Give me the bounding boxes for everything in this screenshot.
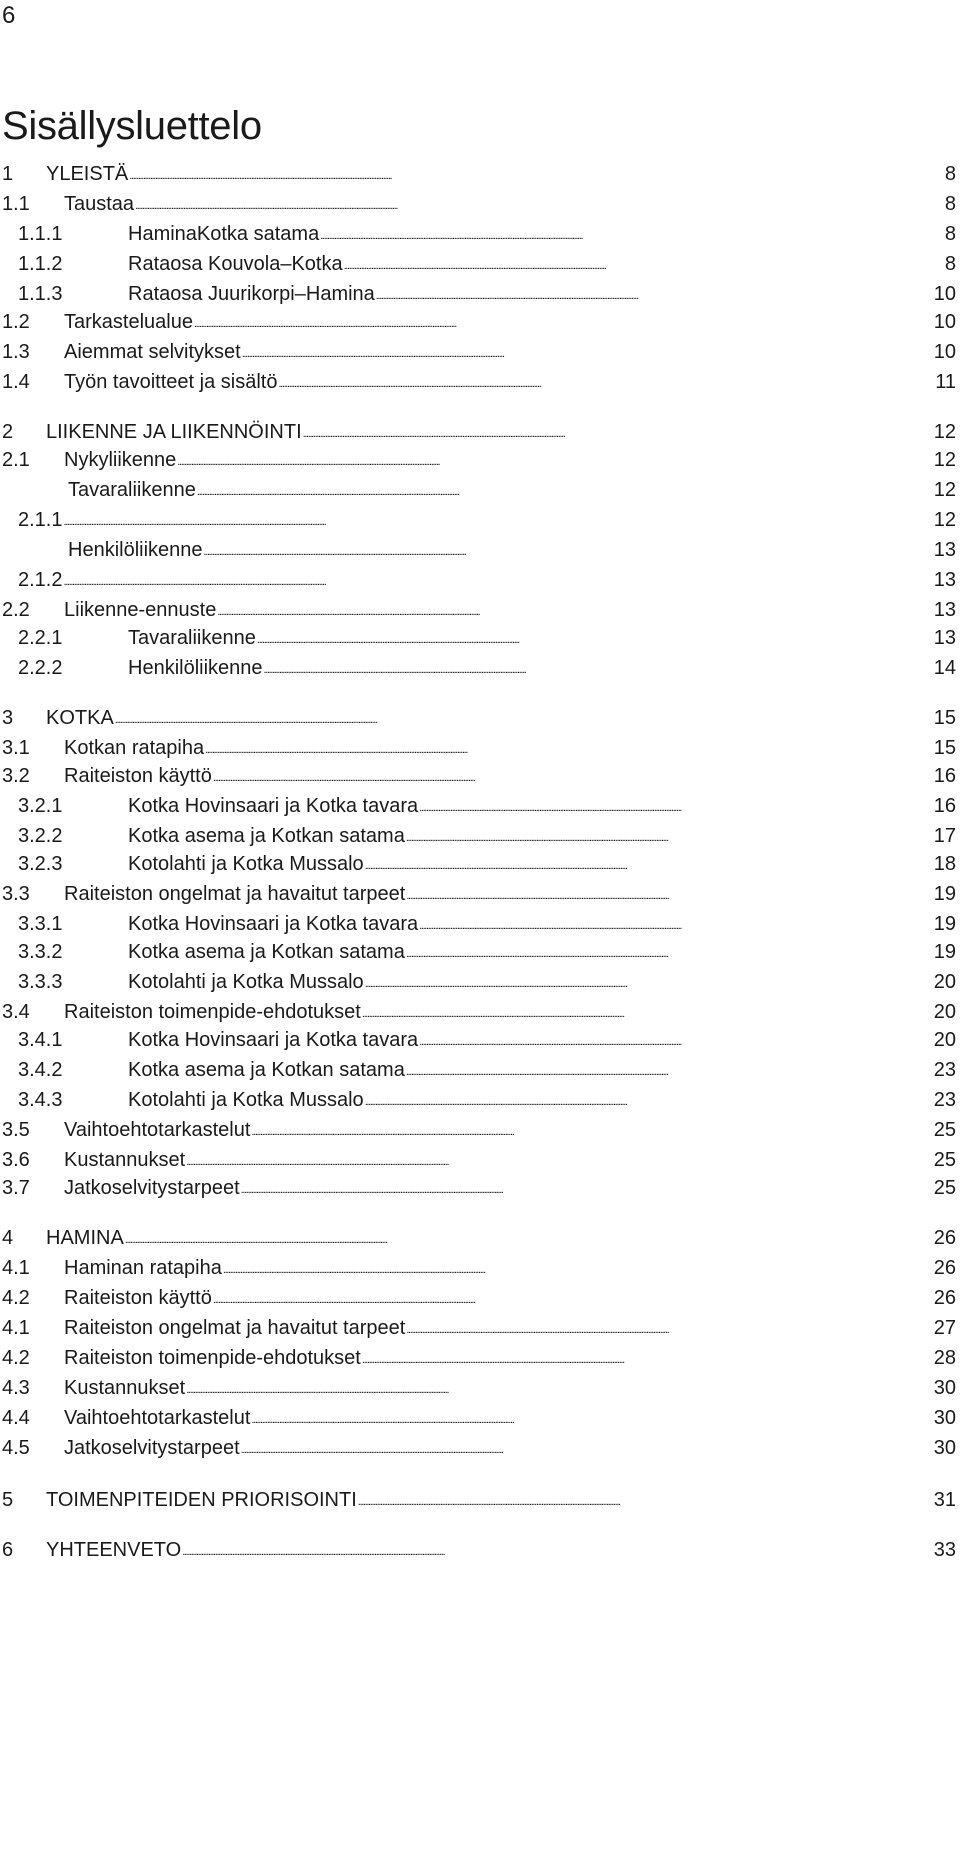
toc-entry[interactable] [2,1532,956,1562]
toc-entry[interactable] [2,1370,956,1400]
toc-entry-number: 2 [2,421,14,443]
toc-entry-title: Vaihtoehtotarkastelut [64,1119,251,1141]
toc-entry-number: 1.1 [2,193,30,215]
toc-entry-number: 2.2.2 [18,657,63,679]
toc-entry[interactable] [18,620,956,650]
toc-entry-number: 1.3 [2,341,30,363]
toc-leader-dots [241,1440,933,1460]
toc-entry-number: 3.2.3 [18,853,63,875]
toc-entry-title: Liikenne-ennuste [64,599,217,621]
toc-entry[interactable] [2,700,956,730]
toc-entry[interactable] [2,1280,956,1310]
toc-entry-page: 20 [933,971,956,993]
toc-entry-title: Kustannukset [64,1149,186,1171]
toc-entry-title: Kotka asema ja Kotkan satama [128,1059,405,1081]
toc-title: Sisällysluettelo [2,104,262,148]
toc-entry-page: 27 [933,1317,956,1339]
toc-entry[interactable] [18,1052,956,1082]
toc-entry-number: 4.3 [2,1377,30,1399]
toc-entry-title: HaminaKotka satama [128,223,320,245]
toc-entry-title: Vaihtoehtotarkastelut [64,1407,251,1429]
toc-entry-page: 12 [933,509,956,531]
toc-entry-title: Rataosa Juurikorpi–Hamina [128,283,375,305]
toc-entry-number: 3.5 [2,1119,30,1141]
toc-entry-page: 14 [933,657,956,679]
toc-leader-dots [344,256,944,276]
toc-entry-number: 3.3.3 [18,971,63,993]
toc-leader-dots [223,1260,933,1280]
toc-leader-dots [135,196,944,216]
toc-entry-page: 13 [933,539,956,561]
toc-entry-page: 15 [933,737,956,759]
toc-entry[interactable] [2,592,956,622]
toc-leader-dots [358,1492,933,1512]
toc-entry-page: 10 [933,311,956,333]
toc-entry-page: 15 [933,707,956,729]
toc-entry-title: LIIKENNE JA LIIKENNÖINTI [46,421,302,443]
toc-entry[interactable] [2,758,956,788]
toc-entry-title: Nykyliikenne [64,449,177,471]
toc-entry-page: 17 [933,825,956,847]
toc-entry-number: 4.2 [2,1347,30,1369]
toc-entry-number: 3 [2,707,14,729]
toc-entry[interactable] [2,1340,956,1370]
toc-entry-title: Jatkoselvitystarpeet [64,1177,240,1199]
toc-leader-dots [406,886,932,906]
toc-leader-dots [406,1062,933,1082]
toc-entry-number: 1.2 [2,311,30,333]
toc-entry-number: 1.1.1 [18,223,63,245]
toc-entry-number: 3.2.2 [18,825,63,847]
toc-entry-number: 3.2.1 [18,795,63,817]
toc-leader-dots [125,1230,933,1250]
toc-entry-number: 4.4 [2,1407,30,1429]
toc-entry-title: Rataosa Kouvola–Kotka [128,253,343,275]
page-number: 6 [2,2,16,29]
toc-entry-title: Työn tavoitteet ja sisältö [64,371,278,393]
toc-entry-page: 16 [933,795,956,817]
toc-entry-title: Raiteiston toimenpide-ehdotukset [64,1347,361,1369]
toc-entry-page: 19 [933,913,956,935]
toc-entry-number: 1.1.3 [18,283,63,305]
toc-entry-page: 23 [933,1059,956,1081]
toc-leader-dots [257,630,933,650]
toc-entry-title: Jatkoselvitystarpeet [64,1437,240,1459]
toc-entry-title: Raiteiston ongelmat ja havaitut tarpeet [64,1317,406,1339]
toc-leader-dots [204,542,933,562]
toc-entry-number: 2.1 [2,449,30,471]
toc-entry-page: 30 [933,1437,956,1459]
toc-entry[interactable] [2,414,956,444]
toc-entry-title: KOTKA [46,707,114,729]
toc-entry-title: Kotka Hovinsaari ja Kotka tavara [128,913,419,935]
toc-entry-page: 10 [933,283,956,305]
toc-entry[interactable] [18,1082,956,1112]
toc-entry-page: 11 [935,371,956,393]
toc-entry-number: 3.4 [2,1001,30,1023]
toc-entry-title: 2.1.1 [18,509,63,531]
toc-entry-title: YLEISTÄ [46,163,129,185]
toc-leader-dots [419,798,933,818]
toc-entry[interactable] [2,1482,956,1512]
toc-entry-page: 19 [933,883,956,905]
toc-entry[interactable] [18,906,956,936]
toc-entry[interactable] [2,334,956,364]
toc-entry-title: Kotka asema ja Kotkan satama [128,825,405,847]
toc-leader-dots [365,856,933,876]
toc-entry[interactable] [2,156,956,186]
toc-leader-dots [63,512,932,532]
toc-entry-number: 1.1.2 [18,253,63,275]
toc-entry-number: 5 [2,1489,14,1511]
toc-leader-dots [365,1092,933,1112]
toc-entry-title: Tavaraliikenne [128,627,256,649]
toc-entry[interactable] [2,364,956,394]
toc-entry[interactable] [2,1400,956,1430]
toc-entry-page: 13 [933,599,956,621]
toc-entry[interactable] [2,1112,956,1142]
toc-entry-number: 3.4.3 [18,1089,63,1111]
toc-entry[interactable] [2,1170,956,1200]
toc-leader-dots [186,1152,933,1172]
toc-entry-page: 10 [933,341,956,363]
toc-entry[interactable] [18,562,956,592]
toc-entry-page: 12 [933,449,956,471]
toc-entry-title: Kotolahti ja Kotka Mussalo [128,1089,364,1111]
toc-entry-number: 1 [2,163,14,185]
toc-leader-dots [365,974,933,994]
toc-leader-dots [362,1004,933,1024]
toc-entry-page: 16 [933,765,956,787]
toc-entry[interactable] [18,964,956,994]
toc-entry-number: 3.3.1 [18,913,63,935]
toc-entry-page: 30 [933,1407,956,1429]
toc-entry-page: 8 [944,163,956,185]
toc-entry[interactable] [2,876,956,906]
toc-entry-page: 8 [944,193,956,215]
toc-entry[interactable] [2,186,956,216]
toc-leader-dots [182,1542,933,1562]
toc-entry[interactable] [2,1220,956,1250]
toc-entry-page: 28 [933,1347,956,1369]
toc-entry-title: 2.1.2 [18,569,63,591]
toc-entry-number: 2.2 [2,599,30,621]
toc-leader-dots [406,1320,932,1340]
toc-entry[interactable] [18,1022,956,1052]
toc-leader-dots [213,768,933,788]
toc-leader-dots [129,166,944,186]
toc-entry-number: 4 [2,1227,14,1249]
toc-entry-page: 31 [933,1489,956,1511]
toc-entry[interactable] [18,934,956,964]
toc-entry-page: 26 [933,1287,956,1309]
toc-entry-title: Raiteiston käyttö [64,765,212,787]
toc-entry-number: 3.1 [2,737,30,759]
toc-entry-page: 12 [933,421,956,443]
toc-leader-dots [63,572,932,592]
toc-entry-page: 18 [933,853,956,875]
toc-entry[interactable] [2,304,956,334]
toc-entry-title: Tavaraliikenne [68,479,196,501]
toc-entry-title: Kotolahti ja Kotka Mussalo [128,853,364,875]
toc-entry-page: 8 [944,253,956,275]
toc-entry-page: 12 [933,479,956,501]
toc-leader-dots [213,1290,933,1310]
toc-leader-dots [376,286,933,306]
toc-entry-title: YHTEENVETO [46,1539,182,1561]
toc-leader-dots [194,314,933,334]
toc-entry-title: Haminan ratapiha [64,1257,222,1279]
toc-entry-number: 3.3 [2,883,30,905]
toc-entry[interactable] [18,216,956,246]
toc-entry-page: 25 [933,1177,956,1199]
toc-entry[interactable] [2,1250,956,1280]
toc-entry[interactable] [2,1310,956,1340]
toc-entry-title: Raiteiston ongelmat ja havaitut tarpeet [64,883,406,905]
toc-entry-title: Henkilöliikenne [68,539,203,561]
toc-entry-page: 30 [933,1377,956,1399]
toc-entry-title: Henkilöliikenne [128,657,263,679]
toc-entry-title: Aiemmat selvitykset [64,341,241,363]
toc-entry-number: 4.5 [2,1437,30,1459]
toc-entry-number: 2.2.1 [18,627,63,649]
toc-leader-dots [251,1122,932,1142]
toc-entry[interactable] [2,442,956,472]
toc-entry-page: 20 [933,1001,956,1023]
toc-entry-title: Raiteiston käyttö [64,1287,212,1309]
toc-entry-page: 25 [933,1119,956,1141]
toc-entry-number: 4.2 [2,1287,30,1309]
toc-leader-dots [303,424,933,444]
toc-leader-dots [205,740,933,760]
toc-entry-title: Kotka asema ja Kotkan satama [128,941,405,963]
toc-entry-page: 13 [933,569,956,591]
toc-entry-number: 4.1 [2,1257,30,1279]
toc-entry[interactable] [2,1430,956,1460]
toc-entry-number: 3.4.2 [18,1059,63,1081]
toc-leader-dots [186,1380,933,1400]
toc-leader-dots [419,916,933,936]
toc-entry-page: 20 [933,1029,956,1051]
toc-entry[interactable] [2,994,956,1024]
toc-entry-title: Kotkan ratapiha [64,737,205,759]
toc-entry-page: 26 [933,1257,956,1279]
toc-entry-page: 25 [933,1149,956,1171]
toc-entry[interactable] [68,472,956,502]
toc-entry-number: 3.6 [2,1149,30,1171]
toc-leader-dots [197,482,933,502]
toc-leader-dots [406,828,933,848]
toc-entry[interactable] [18,788,956,818]
toc-leader-dots [278,374,934,394]
toc-entry[interactable] [18,246,956,276]
toc-entry[interactable] [2,730,956,760]
toc-entry-number: 4.1 [2,1317,30,1339]
toc-entry-title: Tarkastelualue [64,311,193,333]
toc-leader-dots [177,452,932,472]
toc-entry-number: 6 [2,1539,14,1561]
toc-entry-title: TOIMENPITEIDEN PRIORISOINTI [46,1489,357,1511]
toc-leader-dots [320,226,944,246]
toc-entry-title: Taustaa [64,193,135,215]
toc-entry-number: 3.4.1 [18,1029,63,1051]
toc-entry[interactable] [18,276,956,306]
toc-entry[interactable] [18,846,956,876]
toc-entry-number: 3.7 [2,1177,30,1199]
toc-leader-dots [251,1410,932,1430]
toc-entry[interactable] [18,502,956,532]
toc-entry[interactable] [68,532,956,562]
toc-entry-title: Raiteiston toimenpide-ehdotukset [64,1001,361,1023]
toc-leader-dots [419,1032,933,1052]
toc-entry-number: 1.4 [2,371,30,393]
toc-entry[interactable] [18,650,956,680]
toc-entry-page: 13 [933,627,956,649]
toc-entry-title: Kotka Hovinsaari ja Kotka tavara [128,1029,419,1051]
toc-entry-page: 26 [933,1227,956,1249]
toc-entry-page: 8 [944,223,956,245]
toc-leader-dots [362,1350,933,1370]
toc-entry-title: Kustannukset [64,1377,186,1399]
toc-leader-dots [406,944,933,964]
toc-entry-title: HAMINA [46,1227,124,1249]
toc-entry-page: 33 [933,1539,956,1561]
toc-leader-dots [217,602,932,622]
toc-leader-dots [115,710,933,730]
toc-entry[interactable] [18,818,956,848]
toc-entry-title: Kotka Hovinsaari ja Kotka tavara [128,795,419,817]
toc-entry-title: Kotolahti ja Kotka Mussalo [128,971,364,993]
toc-leader-dots [241,1180,933,1200]
toc-entry-number: 3.3.2 [18,941,63,963]
toc-entry-number: 3.2 [2,765,30,787]
toc-entry[interactable] [2,1142,956,1172]
toc-entry-page: 23 [933,1089,956,1111]
toc-leader-dots [264,660,933,680]
toc-entry-page: 19 [933,941,956,963]
toc-leader-dots [242,344,933,364]
